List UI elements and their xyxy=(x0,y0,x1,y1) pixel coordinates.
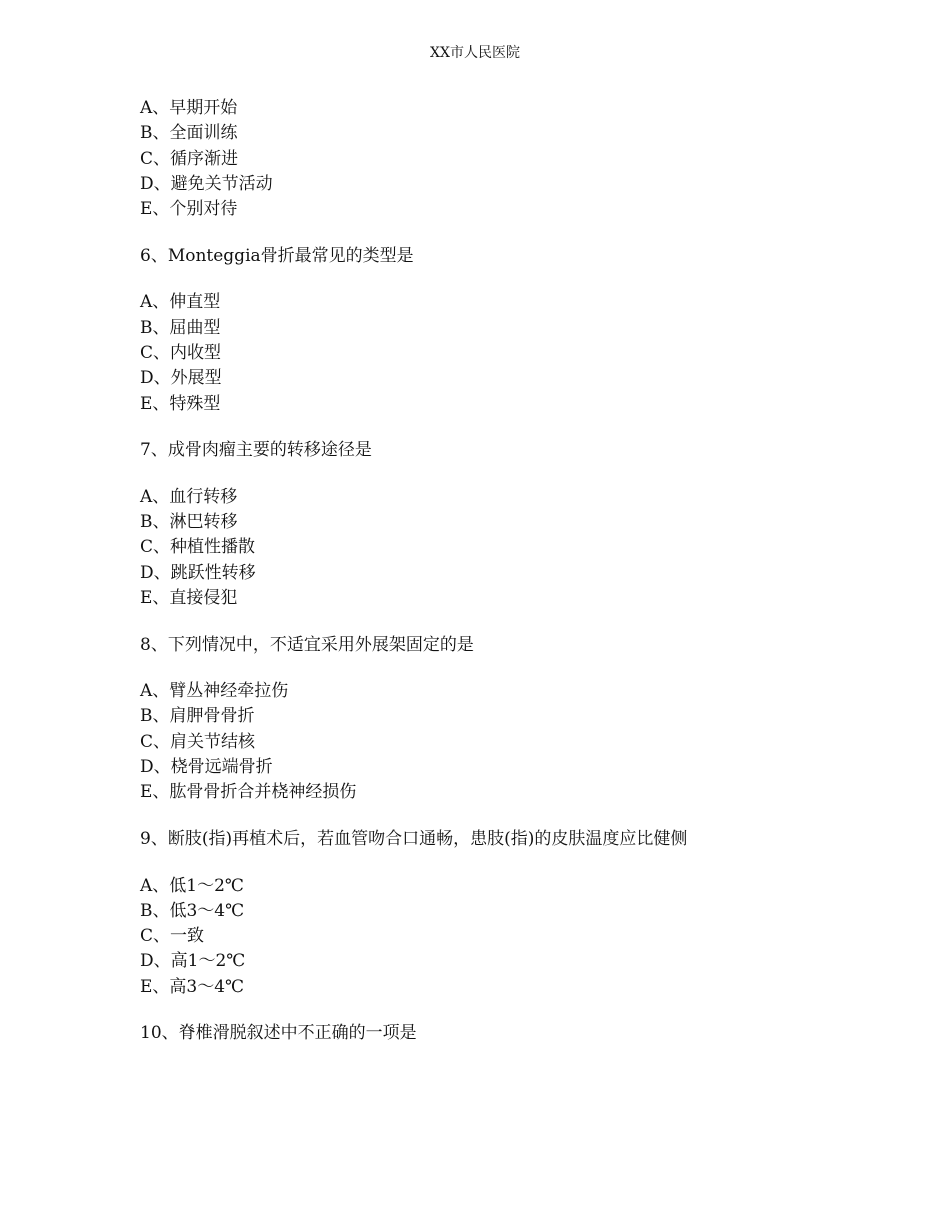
answer-option: D、外展型 xyxy=(140,368,222,389)
answer-option: E、直接侵犯 xyxy=(140,587,238,608)
question-text: 7、成骨肉瘤主要的转移途径是 xyxy=(140,440,372,461)
answer-option: D、桡骨远端骨折 xyxy=(140,757,273,778)
answer-option: A、臂丛神经牵拉伤 xyxy=(140,681,289,702)
answer-option: C、种植性播散 xyxy=(140,537,256,558)
question-text: 6、Monteggia骨折最常见的类型是 xyxy=(140,245,414,266)
answer-option: C、循序渐进 xyxy=(140,148,239,169)
answer-option: A、早期开始 xyxy=(140,98,238,118)
answer-option: D、避免关节活动 xyxy=(140,173,273,194)
answer-option: B、低3～4℃ xyxy=(140,900,245,921)
question-text: 8、下列情况中，不适宜采用外展架固定的是 xyxy=(140,634,474,655)
answer-option: C、肩关节结核 xyxy=(140,731,256,752)
question-list xyxy=(140,96,840,1068)
answer-option: C、一致 xyxy=(140,926,205,947)
answer-option: C、内收型 xyxy=(140,342,222,363)
question-text: 10、脊椎滑脱叙述中不正确的一项是 xyxy=(140,1023,417,1044)
page-header: XX市人民医院 xyxy=(430,45,520,61)
answer-option: B、全面训练 xyxy=(140,123,238,144)
answer-option: E、特殊型 xyxy=(140,393,221,414)
answer-option: B、淋巴转移 xyxy=(140,512,238,533)
answer-option: A、血行转移 xyxy=(140,486,238,507)
answer-option: D、跳跃性转移 xyxy=(140,562,256,583)
answer-option: A、低1～2℃ xyxy=(140,875,244,896)
answer-option: B、肩胛骨骨折 xyxy=(140,706,255,727)
question-text: 9、断肢(指)再植术后，若血管吻合口通畅，患肢(指)的皮肤温度应比健侧 xyxy=(140,828,688,849)
answer-option: A、伸直型 xyxy=(140,292,221,313)
answer-option: B、屈曲型 xyxy=(140,317,221,338)
answer-option: E、个别对待 xyxy=(140,199,238,220)
answer-option: D、高1～2℃ xyxy=(140,951,246,972)
answer-option: E、高3～4℃ xyxy=(140,976,245,997)
answer-option: E、肱骨骨折合并桡神经损伤 xyxy=(140,782,357,803)
